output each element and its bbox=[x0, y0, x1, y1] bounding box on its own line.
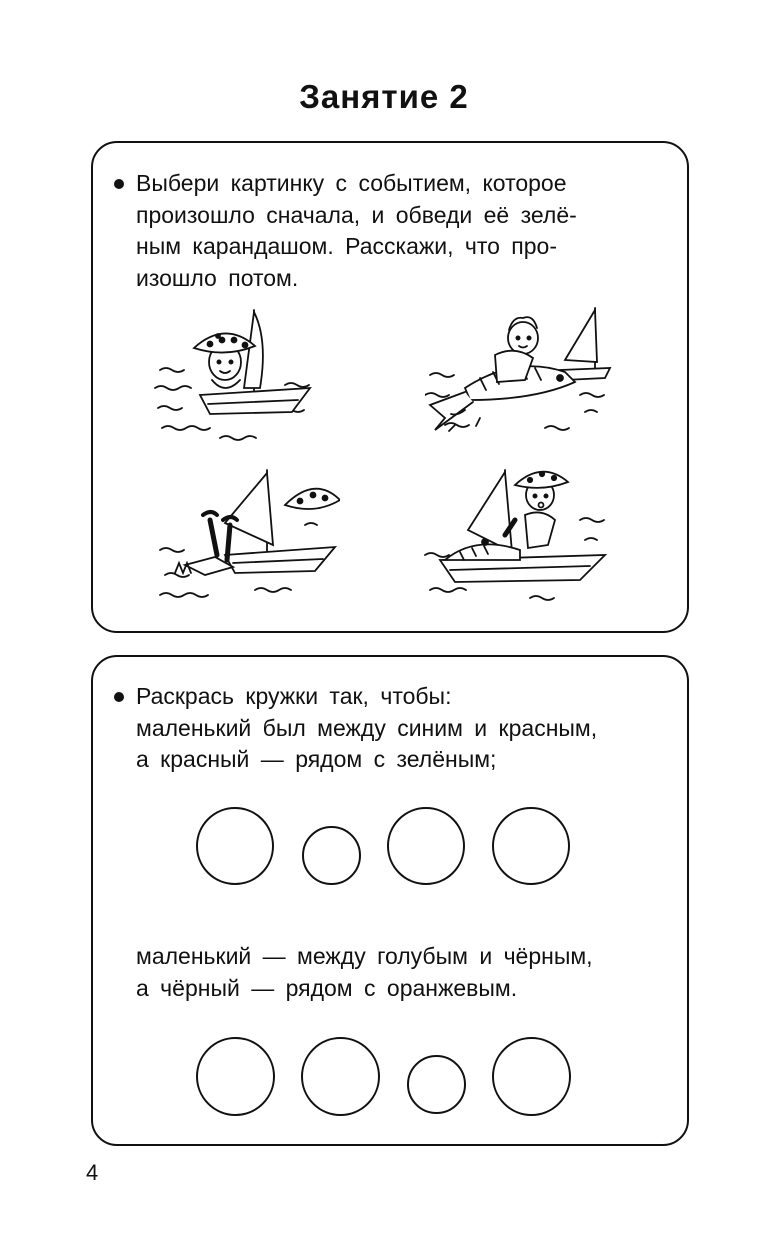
task-2-text-part-1 bbox=[136, 681, 676, 776]
page-number: 4 bbox=[86, 1160, 99, 1185]
task-2-line-2: маленький был между синим и красным, bbox=[136, 714, 598, 741]
circle-row2-1[interactable] bbox=[196, 1037, 275, 1116]
circle-row2-3-small[interactable] bbox=[407, 1055, 466, 1114]
boy-fallen-in-boat-illustration bbox=[155, 465, 340, 605]
task-1-line-1: Выбери картинку с событием, которое bbox=[136, 170, 567, 196]
task-1-line-2: произошло сначала, и обведи её зелё- bbox=[136, 201, 577, 228]
task-2-line-5: а чёрный — рядом с оранжевым. bbox=[136, 974, 518, 1001]
task-2-line-3: а красный — рядом с зелёным; bbox=[136, 746, 497, 772]
circle-row2-4[interactable] bbox=[492, 1037, 571, 1116]
task-2-line-1: Раскрась кружки так, чтобы: bbox=[136, 683, 452, 709]
circle-row1-4[interactable] bbox=[492, 807, 570, 885]
task-2-bullet bbox=[114, 692, 124, 702]
circle-row1-1[interactable] bbox=[196, 807, 274, 885]
task-2-text-part-2 bbox=[136, 941, 676, 1004]
boy-riding-fish-illustration bbox=[425, 300, 615, 445]
boy-with-fish-in-boat-illustration bbox=[420, 460, 615, 605]
circle-row1-2-small[interactable] bbox=[302, 826, 361, 885]
task-1-text bbox=[136, 168, 676, 294]
task-1-line-4: изошло потом. bbox=[136, 264, 299, 291]
circle-row1-3[interactable] bbox=[387, 807, 465, 885]
task-2-line-4: маленький — между голубым и чёрным, bbox=[136, 943, 593, 969]
task-1-line-3: ным карандашом. Расскажи, что про- bbox=[136, 233, 558, 259]
page-title: Занятие 2 bbox=[299, 78, 469, 115]
boy-in-boat-illustration bbox=[150, 300, 320, 445]
task-1-bullet bbox=[114, 179, 124, 189]
circle-row2-2[interactable] bbox=[301, 1037, 380, 1116]
